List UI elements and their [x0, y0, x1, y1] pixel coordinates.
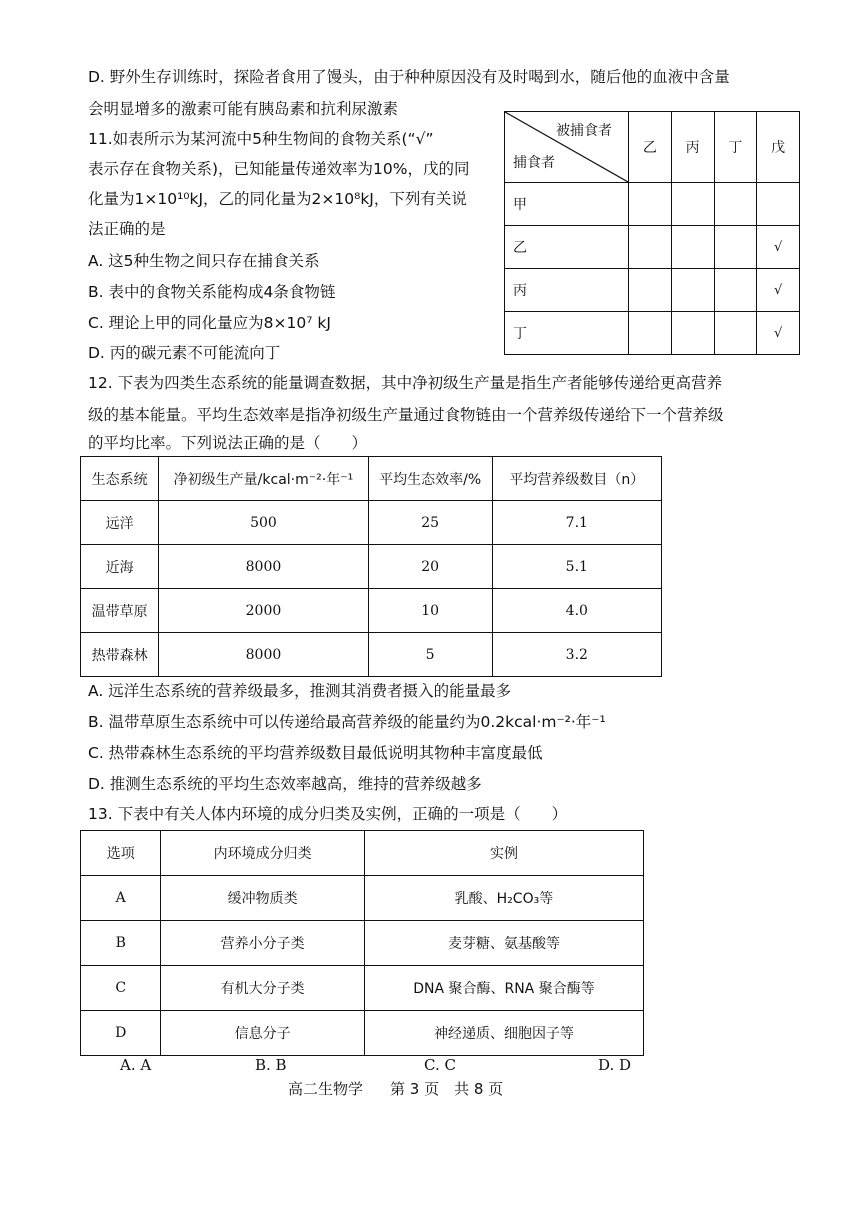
table-cell: [714, 312, 757, 355]
table-cell: 8000: [159, 545, 368, 589]
column-header: 丁: [714, 112, 757, 183]
q11-food-relation-table: [504, 111, 800, 355]
column-header: 实例: [364, 831, 643, 876]
table-cell: 乳酸、H₂CO₃等: [364, 876, 643, 921]
table-row: [81, 1011, 644, 1056]
q13-choice-d: D. D: [598, 1056, 632, 1074]
table-cell: 神经递质、细胞因子等: [364, 1011, 643, 1056]
row-header: 丁: [505, 312, 629, 355]
q11-option-b: B. 表中的食物关系能构成4条食物链: [88, 283, 336, 301]
table-cell: 麦芽糖、氨基酸等: [364, 921, 643, 966]
table-cell: [714, 226, 757, 269]
q12-option-c: C. 热带森林生态系统的平均营养级数目最低说明其物种丰富度最低: [88, 744, 543, 762]
table-cell: [671, 183, 714, 226]
table-row: [505, 312, 800, 355]
q10-option-d-line1: D. 野外生存训练时，探险者食用了馒头，由于种种原因没有及时喝到水，随后他的血液中含量: [88, 68, 730, 86]
table-cell: [629, 312, 672, 355]
table-cell: D: [81, 1011, 161, 1056]
check-mark: √: [757, 312, 800, 355]
column-header: 平均生态效率/%: [368, 457, 492, 501]
table-cell: C: [81, 966, 161, 1011]
table-cell: 营养小分子类: [161, 921, 364, 966]
table-cell: [671, 226, 714, 269]
q12-ecosystem-table: [80, 456, 662, 677]
table-cell: 温带草原: [81, 589, 159, 633]
table-cell: 缓冲物质类: [161, 876, 364, 921]
table-header-row: [81, 831, 644, 876]
table-cell: 5: [368, 633, 492, 677]
q10-option-d-line2: 会明显增多的激素可能有胰岛素和抗利尿激素: [88, 100, 399, 118]
header-predator-label: 捕食者: [513, 155, 555, 171]
table-row: [505, 183, 800, 226]
table-cell: 热带森林: [81, 633, 159, 677]
table-cell: [714, 269, 757, 312]
q13-choice-c: C. C: [424, 1056, 456, 1074]
row-header: 甲: [505, 183, 629, 226]
q12-option-b: B. 温带草原生态系统中可以传递给最高营养级的能量约为0.2kcal·m⁻²·年⁻¹: [88, 713, 606, 731]
table-row: [81, 545, 662, 589]
q11-option-a: A. 这5种生物之间只存在捕食关系: [88, 252, 320, 270]
table-cell: 10: [368, 589, 492, 633]
q11-option-c: C. 理论上甲的同化量应为8×10⁷ kJ: [88, 314, 331, 332]
check-mark: √: [757, 226, 800, 269]
row-header: 乙: [505, 226, 629, 269]
table-cell: 25: [368, 501, 492, 545]
q12-stem-line3: 的平均比率。下列说法正确的是（ ）: [88, 434, 368, 452]
table-cell: [757, 183, 800, 226]
q13-internal-environment-table: [80, 830, 644, 1056]
table-row: [81, 876, 644, 921]
table-cell: 信息分子: [161, 1011, 364, 1056]
table-corner-header: [505, 112, 629, 183]
table-cell: B: [81, 921, 161, 966]
table-cell: 20: [368, 545, 492, 589]
table-row: [81, 966, 644, 1011]
column-header: 丙: [671, 112, 714, 183]
table-cell: [629, 269, 672, 312]
table-cell: 有机大分子类: [161, 966, 364, 1011]
footer-page-info: 第 3 页 共 8 页: [390, 1080, 504, 1098]
q12-option-a: A. 远洋生态系统的营养级最多，推测其消费者摄入的能量最多: [88, 682, 512, 700]
table-cell: 近海: [81, 545, 159, 589]
table-cell: 8000: [159, 633, 368, 677]
table-cell: 远洋: [81, 501, 159, 545]
q11-option-d: D. 丙的碳元素不可能流向丁: [88, 344, 281, 362]
q11-stem-line4: 法正确的是: [88, 220, 166, 238]
q12-stem-line1: 12. 下表为四类生态系统的能量调查数据，其中净初级生产量是指生产者能够传递给更高营养: [88, 374, 723, 392]
table-cell: 2000: [159, 589, 368, 633]
table-cell: 500: [159, 501, 368, 545]
column-header: 生态系统: [81, 457, 159, 501]
q13-choice-b: B. B: [255, 1056, 287, 1074]
check-mark: √: [757, 269, 800, 312]
table-cell: [629, 183, 672, 226]
table-cell: 7.1: [492, 501, 661, 545]
table-cell: A: [81, 876, 161, 921]
table-cell: 3.2: [492, 633, 661, 677]
table-cell: 5.1: [492, 545, 661, 589]
table-row: [505, 226, 800, 269]
row-header: 丙: [505, 269, 629, 312]
table-cell: [671, 312, 714, 355]
header-prey-label: 被捕食者: [556, 123, 613, 139]
column-header: 戊: [757, 112, 800, 183]
q11-stem-line1: 11.如表所示为某河流中5种生物间的食物关系(“√”: [88, 130, 434, 148]
column-header: 乙: [629, 112, 672, 183]
column-header: 净初级生产量/kcal·m⁻²·年⁻¹: [159, 457, 368, 501]
q11-stem-line3: 化量为1×10¹⁰kJ，乙的同化量为2×10⁸kJ，下列有关说: [88, 190, 467, 208]
table-row: [81, 589, 662, 633]
table-header-row: [81, 457, 662, 501]
table-row: [81, 501, 662, 545]
q13-stem: 13. 下表中有关人体内环境的成分归类及实例，正确的一项是（ ）: [88, 805, 568, 823]
table-cell: [629, 226, 672, 269]
table-cell: [671, 269, 714, 312]
column-header: 平均营养级数目（n）: [492, 457, 661, 501]
table-cell: [714, 183, 757, 226]
column-header: 选项: [81, 831, 161, 876]
q12-stem-line2: 级的基本能量。平均生态效率是指净初级生产量通过食物链由一个营养级传递给下一个营养级: [88, 406, 724, 424]
table-row: [81, 921, 644, 966]
footer-subject: 高二生物学: [288, 1080, 364, 1098]
table-row: [81, 633, 662, 677]
table-cell: DNA 聚合酶、RNA 聚合酶等: [364, 966, 643, 1011]
table-cell: 4.0: [492, 589, 661, 633]
q12-option-d: D. 推测生态系统的平均生态效率越高，维持的营养级越多: [88, 775, 482, 793]
q11-stem-line2: 表示存在食物关系)，已知能量传递效率为10%，戊的同: [88, 160, 470, 178]
table-row: [505, 269, 800, 312]
q13-choice-a: A. A: [120, 1056, 152, 1074]
column-header: 内环境成分归类: [161, 831, 364, 876]
